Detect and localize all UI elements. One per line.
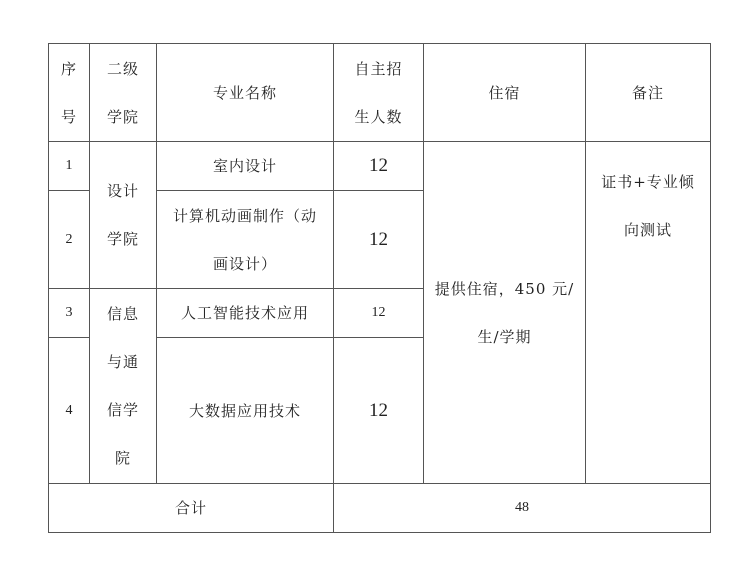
quota-cell: 12 [334,338,424,484]
seq-cell: 4 [49,338,90,484]
total-label: 合计 [49,484,334,533]
total-row [49,484,711,533]
header-notes: 备注 [586,44,711,142]
seq-cell: 1 [49,142,90,191]
header-college: 二级 学院 [90,44,157,142]
enrollment-table [48,43,711,533]
header-major: 专业名称 [157,44,334,142]
header-seq: 序 号 [49,44,90,142]
seq-cell: 2 [49,191,90,289]
major-cell: 大数据应用技术 [157,338,334,484]
header-housing: 住宿 [424,44,586,142]
major-cell: 计算机动画制作（动 画设计） [157,191,334,289]
college-cell-design: 设计 学院 [90,142,157,289]
major-cell: 人工智能技术应用 [157,289,334,338]
notes-cell: 证书+专业倾 向测试 [586,142,711,484]
total-value: 48 [334,484,711,533]
header-row [49,44,711,142]
seq-cell: 3 [49,289,90,338]
college-cell-info: 信息 与通 信学 院 [90,289,157,484]
quota-cell: 12 [334,289,424,338]
quota-cell: 12 [334,142,424,191]
major-cell: 室内设计 [157,142,334,191]
header-quota: 自主招 生人数 [334,44,424,142]
housing-cell: 提供住宿，450 元/ 生/学期 [424,142,586,484]
quota-cell: 12 [334,191,424,289]
table-row [49,142,711,191]
